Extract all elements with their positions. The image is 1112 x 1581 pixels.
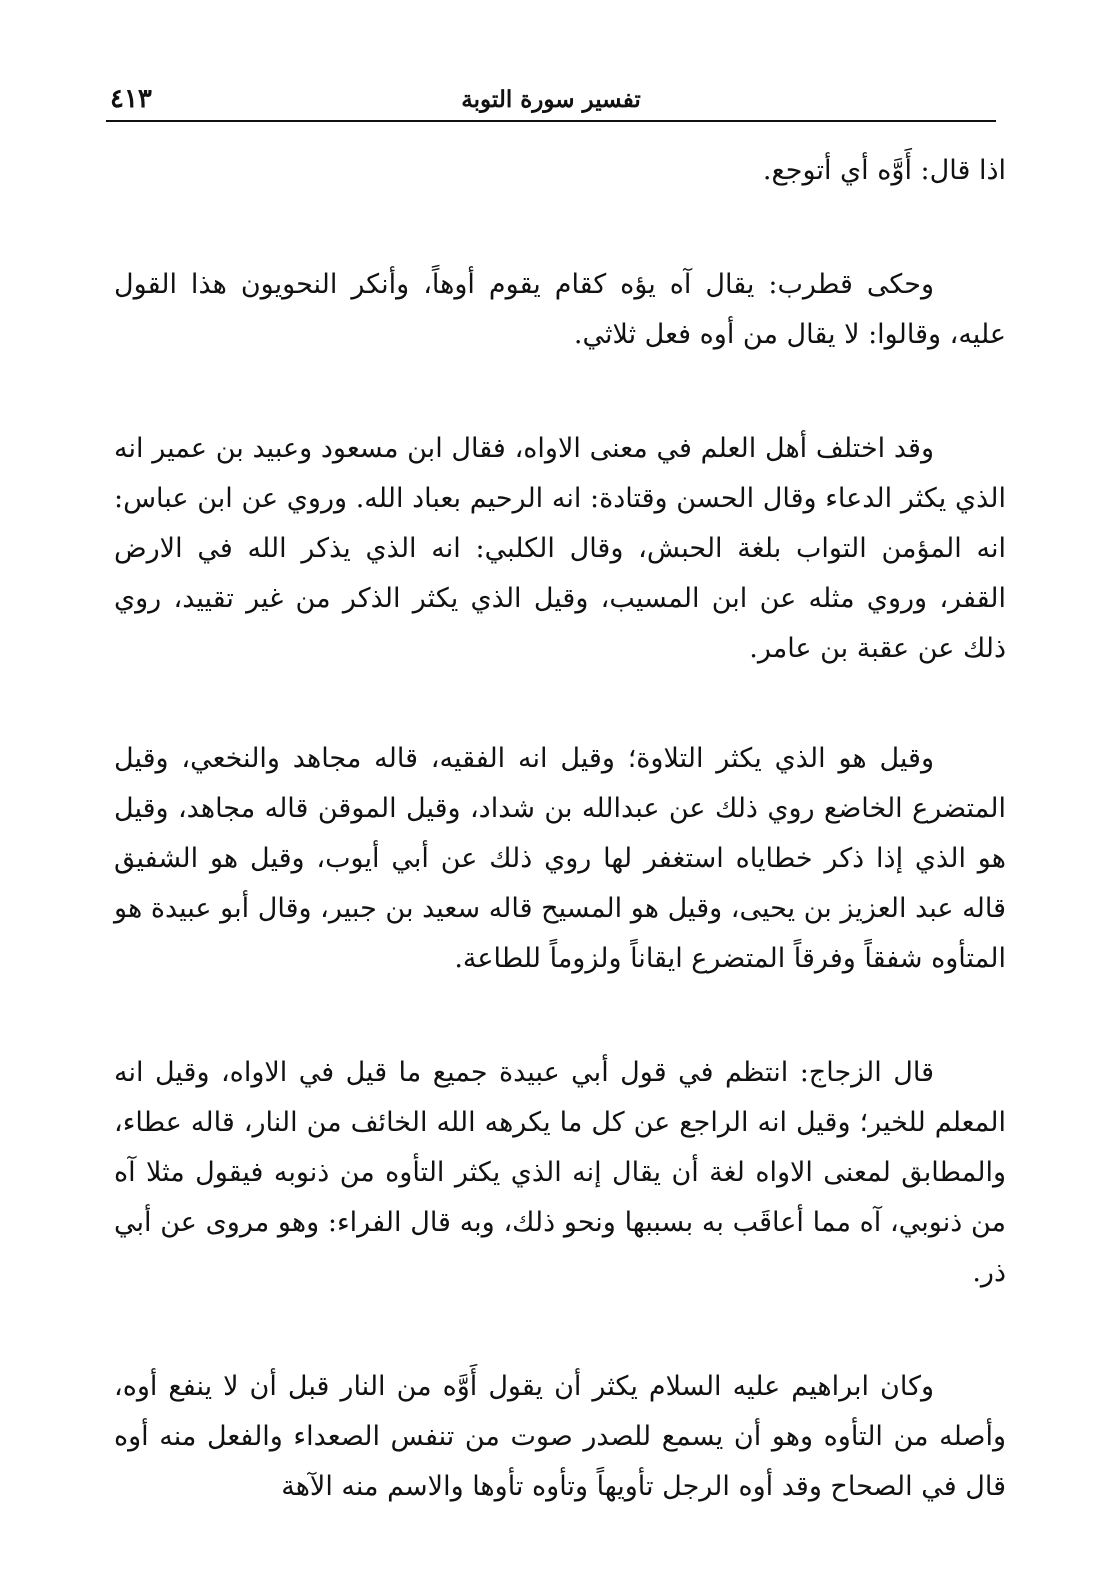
paragraph-6: وكان ابراهيم عليه السلام يكثر أن يقول أَوَّه من النار قبل أن لا ينفع أوه، وأصله من التأوه وهو أن يسمع للصدر صوت من تنفس الصعداء والفعل منه أوه قال في الصحاح وقد أوه الرجل تأويهاً وتأوه تأوها والاسم منه الآهة: [114, 1371, 1006, 1502]
header-divider: [106, 120, 996, 122]
paragraph-1: اذا قال: أَوَّه أي أتوجع.: [762, 155, 1006, 186]
paragraph-5: قال الزجاج: انتظم في قول أبي عبيدة جميع ما قيل في الاواه، وقيل انه المعلم للخير؛ وقيل انه الراجع عن كل ما يكرهه الله الخائف من النار، قاله عطاء، والمطابق لمعنى الاواه لغة أن يقال إنه الذي يكثر التأوه من ذنوبه فيقول مثلا آه من ذنوبي، آه مما أعاقَب به بسببها ونحو ذلك، وبه قال الفراء: وهو مروى عن أبي ذر.: [114, 1057, 1007, 1288]
paragraph-4: وقيل هو الذي يكثر التلاوة؛ وقيل انه الفقيه، قاله مجاهد والنخعي، وقيل المتضرع الخاضع روي ذلك عن عبدالله بن شداد، وقيل الموقن قاله مجاهد، وقيل هو الذي إذا ذكر خطاياه استغفر لها روي ذلك عن أبي أيوب، وقيل هو الشفيق قاله عبد العزيز بن يحيى، وقيل هو المسيح قاله سعيد بن جبير، وقال أبو عبيدة هو المتأوه شفقاً وفرقاً المتضرع ايقاناً ولزوماً للطاعة.: [114, 743, 1006, 974]
page-number: ٤١٣: [110, 84, 152, 114]
page-header: [106, 78, 996, 122]
running-title: تفسير سورة التوبة: [461, 86, 641, 113]
paragraph-2: وحكى قطرب: يقال آه يؤه كقام يقوم أوهاً، وأنكر النحويون هذا القول عليه، وقالوا: لا يقال من أوه فعل ثلاثي.: [114, 269, 1006, 350]
body-text: [114, 146, 1006, 1512]
paragraph-3: وقد اختلف أهل العلم في معنى الاواه، فقال ابن مسعود وعبيد بن عمير انه الذي يكثر الدعاء وقال الحسن وقتادة: انه الرحيم بعباد الله. وروي عن ابن عباس: انه المؤمن التواب بلغة الحبش، وقال الكلبي: انه الذي يذكر الله في الارض القفر، وروي مثله عن ابن المسيب، وقيل الذي يكثر الذكر من غير تقييد، روي ذلك عن عقبة بن عامر.: [114, 433, 1006, 664]
